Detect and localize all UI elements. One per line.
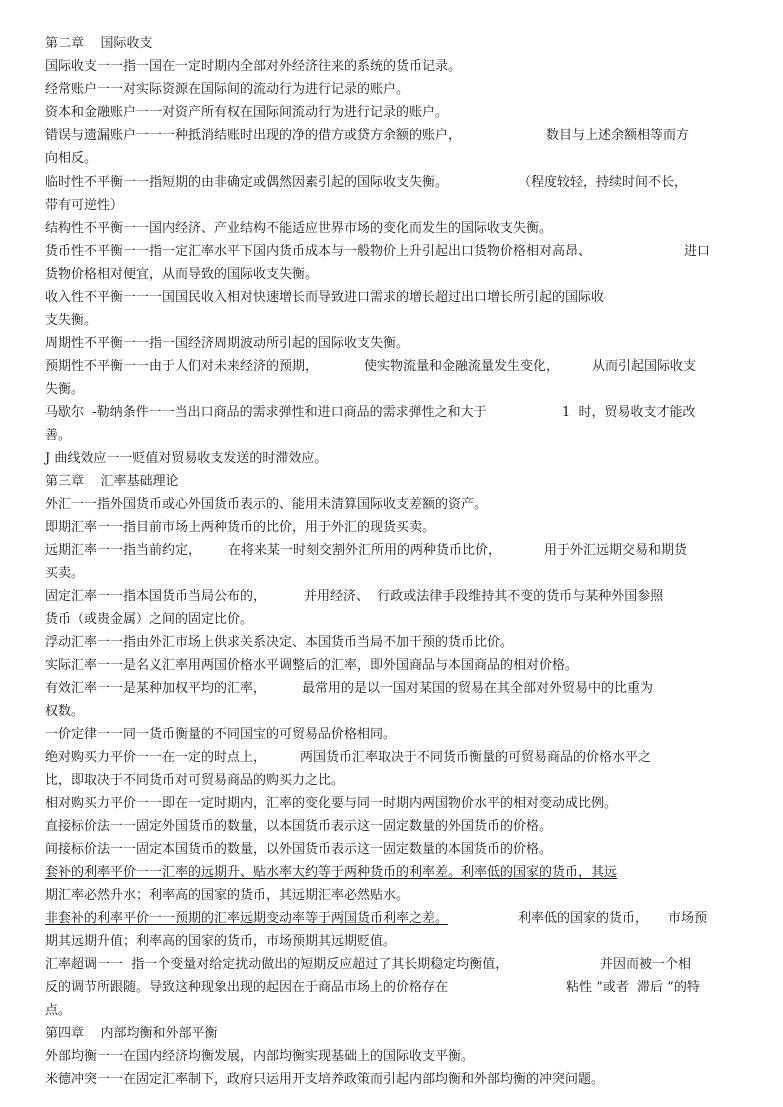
- term-line-tail: 最常用的是以一国对某国的贸易在其全部对外贸易中的比重为: [302, 681, 654, 696]
- term-line: 国际收支一一指一国在一定时期内全部对外经济往来的系统的货币记录。: [45, 59, 462, 74]
- term-line: 结构性不平衡一一国内经济、产业结构不能适应世界市场的变化而发生的国际收支失衡。: [45, 221, 553, 236]
- term-line-tail: 市场预: [668, 911, 708, 926]
- term-line: 汇率超调一一 指一个变量对给定扰动做出的短期反应超过了其长期稳定均衡值，: [45, 957, 509, 972]
- term-line: 支失衡。: [45, 313, 98, 328]
- term-line-mid: 使实物流量和金融流量发生变化，: [364, 359, 560, 374]
- term-line: 权数。: [45, 704, 85, 719]
- term-line: 有效汇率一一是某种加权平均的汇率，: [45, 681, 267, 696]
- term-line: 浮动汇率一一指由外汇市场上供求关系决定、本国货币当局不加干预的货币比价。: [45, 635, 514, 650]
- term-line: 绝对购买力平价一一在一定的时点上，: [45, 750, 267, 765]
- term-line: 远期汇率一一指当前约定，: [45, 543, 202, 558]
- term-line: 实际汇率一一是名义汇率用两国价格水平调整后的汇率，即外国商品与本国商品的相对价格。: [45, 658, 579, 673]
- term-line: 外部均衡一一在国内经济均衡发展，内部均衡实现基础上的国际收支平衡。: [45, 1049, 475, 1064]
- term-line: 带有可逆性）: [45, 198, 124, 213]
- term-line: 预期性不平衡一一由于人们对未来经济的预期，: [45, 359, 319, 374]
- term-line: 向相反。: [45, 151, 98, 166]
- term-line: 周期性不平衡一一指一国经济周期波动所引起的国际收支失衡。: [45, 336, 410, 351]
- term-line-mid: 利率低的国家的货币，: [518, 911, 649, 926]
- term-line: 买卖。: [45, 566, 85, 581]
- term-line: 相对购买力平价一一即在一定时期内，汇率的变化要与同一时期内两国物价水平的相对变动成比例。: [45, 796, 618, 811]
- term-line: 资本和金融账户一一对资产所有权在国际间流动行为进行记录的账户。: [45, 105, 449, 120]
- term-line: 货物价格相对便宜，从而导致的国际收支失衡。: [45, 267, 319, 282]
- term-line-tail: 数目与上述余额相等而方: [546, 128, 690, 143]
- term-line: 套补的利率平价一一汇率的远期升、贴水率大约等于两种货币的利率差。利率低的国家的货币，其远: [45, 865, 618, 880]
- term-line: 失衡。: [45, 382, 85, 397]
- term-line: 货币性不平衡一一指一定汇率水平下国内货币成本与一般物价上升引起出口货物价格相对高昂、: [45, 244, 592, 259]
- term-line: 临时性不平衡一一指短期的由非确定或偶然因素引起的国际收支失衡。: [45, 175, 449, 190]
- term-line: 外汇一一指外国货币或心外国货币表示的、能用未清算国际收支差额的资产。: [45, 497, 488, 512]
- term-line: 米德冲突一一在固定汇率制下，政府只运用开支培养政策而引起内部均衡和外部均衡的冲突问题。: [45, 1072, 605, 1087]
- term-line: 一价定律一一同一货币衡量的不同国宝的可贸易品价格相同。: [45, 727, 397, 742]
- term-line: 即期汇率一一指目前市场上两种货币的比价，用于外汇的现货买卖。: [45, 520, 436, 535]
- term-line: 非套补的利率平价一一预期的汇率远期变动率等于两国货币利率之差。: [45, 911, 449, 926]
- term-line: 善。: [45, 428, 72, 443]
- term-line-tail: 并用经济、 行政或法律手段维持其不变的货币与某种外国参照: [304, 589, 664, 604]
- term-line: 反的调节所跟随。导致这种现象出现的起因在于商品市场上的价格存在: [45, 980, 449, 995]
- term-line: 期汇率必然升水；利率高的国家的货币，其远期汇率必然贴水。: [45, 888, 410, 903]
- term-line: 经常账户一一对实际资源在国际间的流动行为进行记录的账户。: [45, 82, 410, 97]
- term-line: 直接标价法一一固定外国货币的数量，以本国货币表示这一固定数量的外国货币的价格。: [45, 819, 553, 834]
- term-line: 马歇尔 -勒纳条件一一当出口商品的需求弹性和进口商品的需求弹性之和大于: [45, 405, 487, 420]
- term-line: J 曲线效应一一贬值对贸易收支发送的时滞效应。: [45, 451, 328, 466]
- term-line: 固定汇率一一指本国货币当局公布的，: [45, 589, 267, 604]
- term-line-tail: 1 时，贸易收支才能改: [562, 405, 696, 420]
- term-line: 收入性不平衡一一一国国民收入相对快速增长而导致进口需求的增长超过出口增长所引起的国际收: [45, 290, 605, 305]
- chapter4-heading: 第四章 内部均衡和外部平衡: [45, 1026, 218, 1041]
- term-line: 货币（或贵金属）之间的固定比价。: [45, 612, 254, 627]
- term-line: 错误与遗漏账户一一一种抵消结账时出现的净的借方或贷方余额的账户，: [45, 128, 462, 143]
- term-line-tail: 两国货币汇率取决于不同货币衡量的可贸易商品的价格水平之: [300, 750, 652, 765]
- term-line-tail: （程度较轻，持续时间不长，: [518, 175, 688, 190]
- term-line-tail: 粘性 ”或者 滞后 ”的特: [566, 980, 700, 995]
- term-line-tail: 用于外汇远期交易和期货: [544, 543, 688, 558]
- term-line-tail: 并因而被一个相: [600, 957, 692, 972]
- term-line: 期其远期升值；利率高的国家的货币，市场预期其远期贬值。: [45, 934, 397, 949]
- chapter3-heading: 第三章 汇率基础理论: [45, 474, 179, 489]
- term-line-tail: 从而引起国际收支: [592, 359, 697, 374]
- chapter2-heading: 第二章 国际收支: [45, 36, 153, 51]
- term-line-tail: 进口: [684, 244, 711, 259]
- term-line-mid: 在将来某一时刻交割外汇所用的两种货币比价，: [228, 543, 502, 558]
- term-line: 点。: [45, 1003, 72, 1018]
- term-line: 比，即取决于不同货币对可贸易商品的购买力之比。: [45, 773, 345, 788]
- term-line: 间接标价法一一固定本国货币的数量，以外国货币表示这一固定数量的本国货币的价格。: [45, 842, 553, 857]
